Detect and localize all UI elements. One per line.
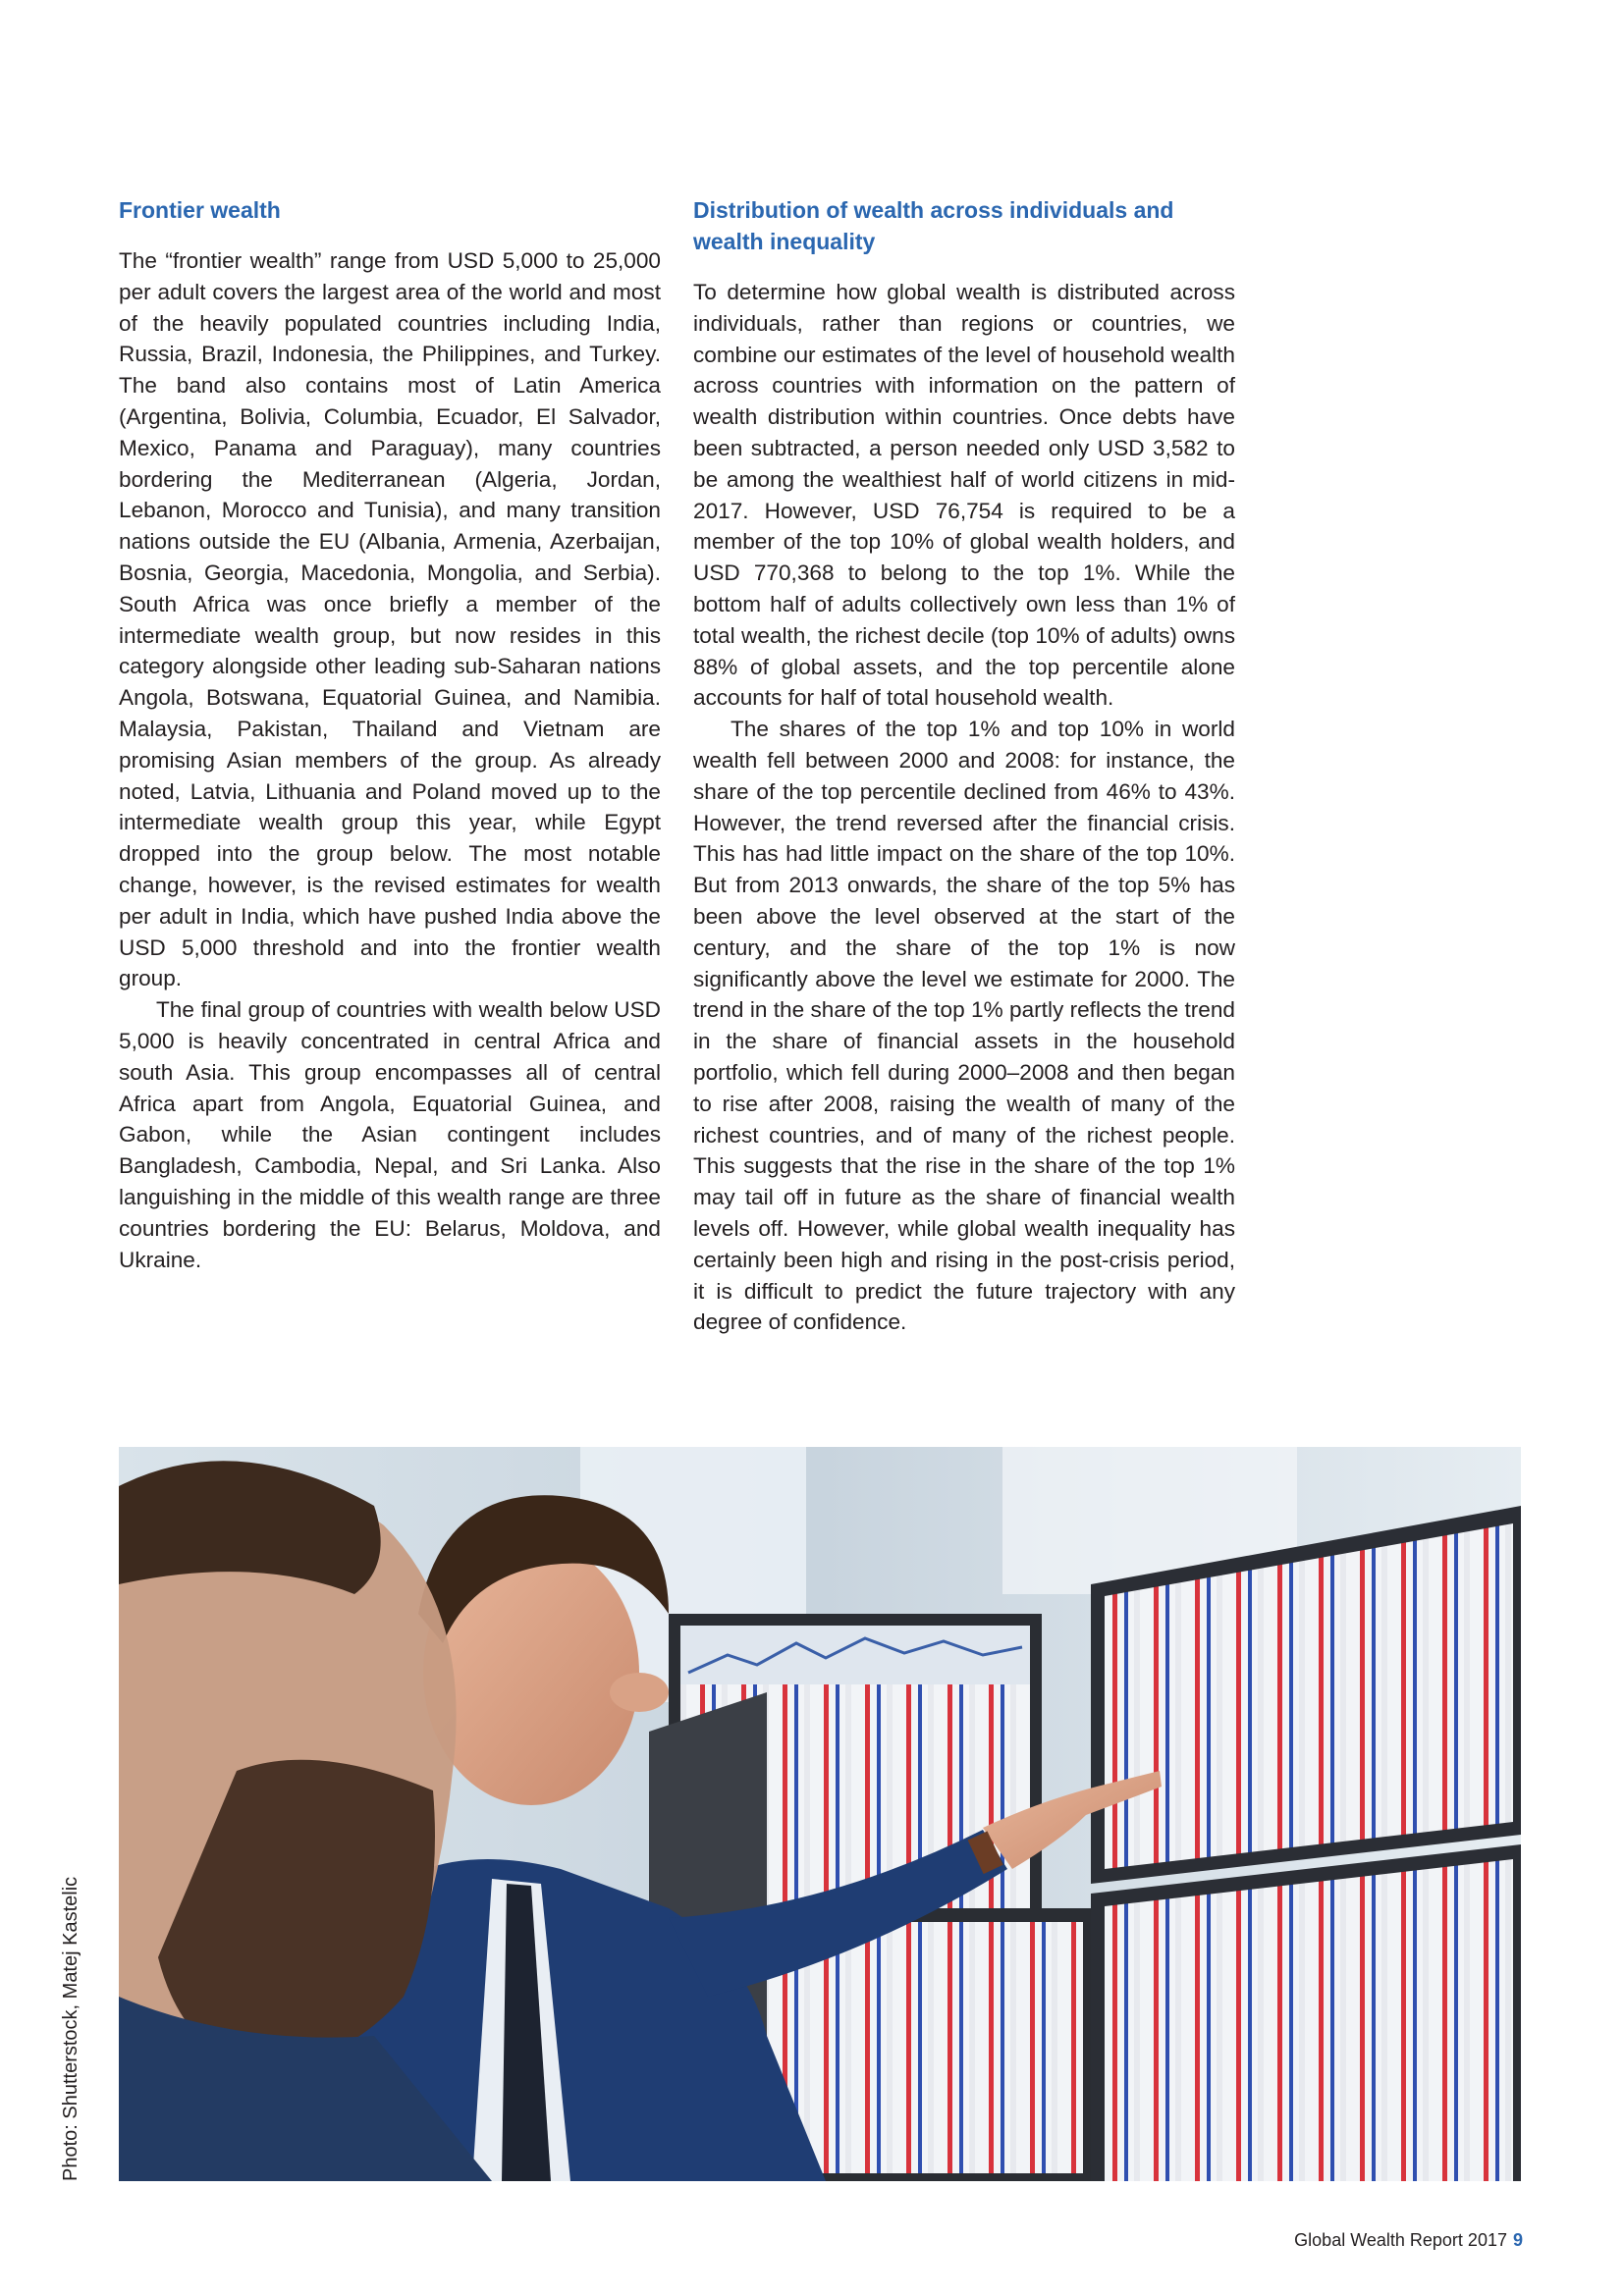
body-paragraph: The shares of the top 1% and top 10% in world wealth fell between 2000 and 2008: for instance, the share of the top percentile declined from 46% to 43%. However, the trend reversed after the financial crisis. This has had little impact on the share of the top 10%. But from 2013 onwards, the share of the top 5% has been above the level observed at the start of the century, and the share of the top 1% is now significantly above the level we estimate for 2000. The trend in the share of the top 1% partly reflects the trend in the share of financial assets in the household portfolio, which fell during 2000–2008 and then began to rise after 2008, raising the wealth of many of the richest countries, and of many of the richest people. This suggests that the rise in the share of the top 1% may tail off in future as the share of financial wealth levels off. However, while global wealth inequality has certainly been high and rising in the post-crisis period, it is difficult to predict the future trajectory with any degree of confidence. [693, 717, 1235, 1335]
photo-credit: Photo: Shutterstock, Matej Kastelic [60, 1876, 81, 2181]
photo-illustration [119, 1447, 1521, 2181]
photo-traders-at-monitors [119, 1447, 1521, 2181]
right-column [693, 194, 1235, 1338]
body-paragraph: The final group of countries with wealth below USD 5,000 is heavily concentrated in central Africa and south Asia. This group encompasses all of central Africa apart from Angola, Equatorial Guinea, and Gabon, while the Asian contingent includes Bangladesh, Cambodia, Nepal, and Sri Lanka. Also languishing in the middle of this wealth range are three countries bordering the EU: Belarus, Moldova, and Ukraine. [119, 997, 661, 1272]
page-footer [1294, 2228, 1523, 2252]
body-paragraph: The “frontier wealth” range from USD 5,000 to 25,000 per adult covers the largest area of the world and most of the heavily populated countries including India, Russia, Brazil, Indonesia, the Philippines, and Turkey. The band also contains most of Latin America (Argentina, Bolivia, Columbia, Ecuador, El Salvador, Mexico, Panama and Paraguay), many countries bordering the Mediterranean (Algeria, Jordan, Lebanon, Morocco and Tunisia), and many transition nations outside the EU (Albania, Armenia, Azerbaijan, Bosnia, Georgia, Macedonia, Mongolia, and Serbia). South Africa was once briefly a member of the intermediate wealth group, but now resides in this category alongside other leading sub-Saharan nations Angola, Botswana, Equatorial Guinea, and Namibia. Malaysia, Pakistan, Thailand and Vietnam are promising Asian members of the group. As already noted, Latvia, Lithuania and Poland moved up to the intermediate wealth group this year, while Egypt dropped into the group below. The most notable change, however, is the revised estimates for wealth per adult in India, which have pushed India above the USD 5,000 threshold and into the frontier wealth group. [119, 248, 661, 991]
section-heading-frontier-wealth: Frontier wealth [119, 197, 281, 223]
section-heading-wealth-distribution: Distribution of wealth across individuals and wealth inequality [693, 197, 1174, 254]
page-number: 9 [1512, 2230, 1523, 2250]
report-title: Global Wealth Report 2017 [1294, 2230, 1507, 2250]
body-paragraph: To determine how global wealth is distributed across individuals, rather than regions or countries, we combine our estimates of the level of household wealth across countries with information on the pattern of wealth distribution within countries. Once debts have been subtracted, a person needed only USD 3,582 to be among the wealthiest half of world citizens in mid-2017. However, USD 76,754 is required to be a member of the top 10% of global wealth holders, and USD 770,368 to belong to the top 1%. While the bottom half of adults collectively own less than 1% of total wealth, the richest decile (top 10% of adults) owns 88% of global assets, and the top percentile alone accounts for half of total household wealth. [693, 280, 1235, 711]
left-column [119, 194, 661, 1275]
